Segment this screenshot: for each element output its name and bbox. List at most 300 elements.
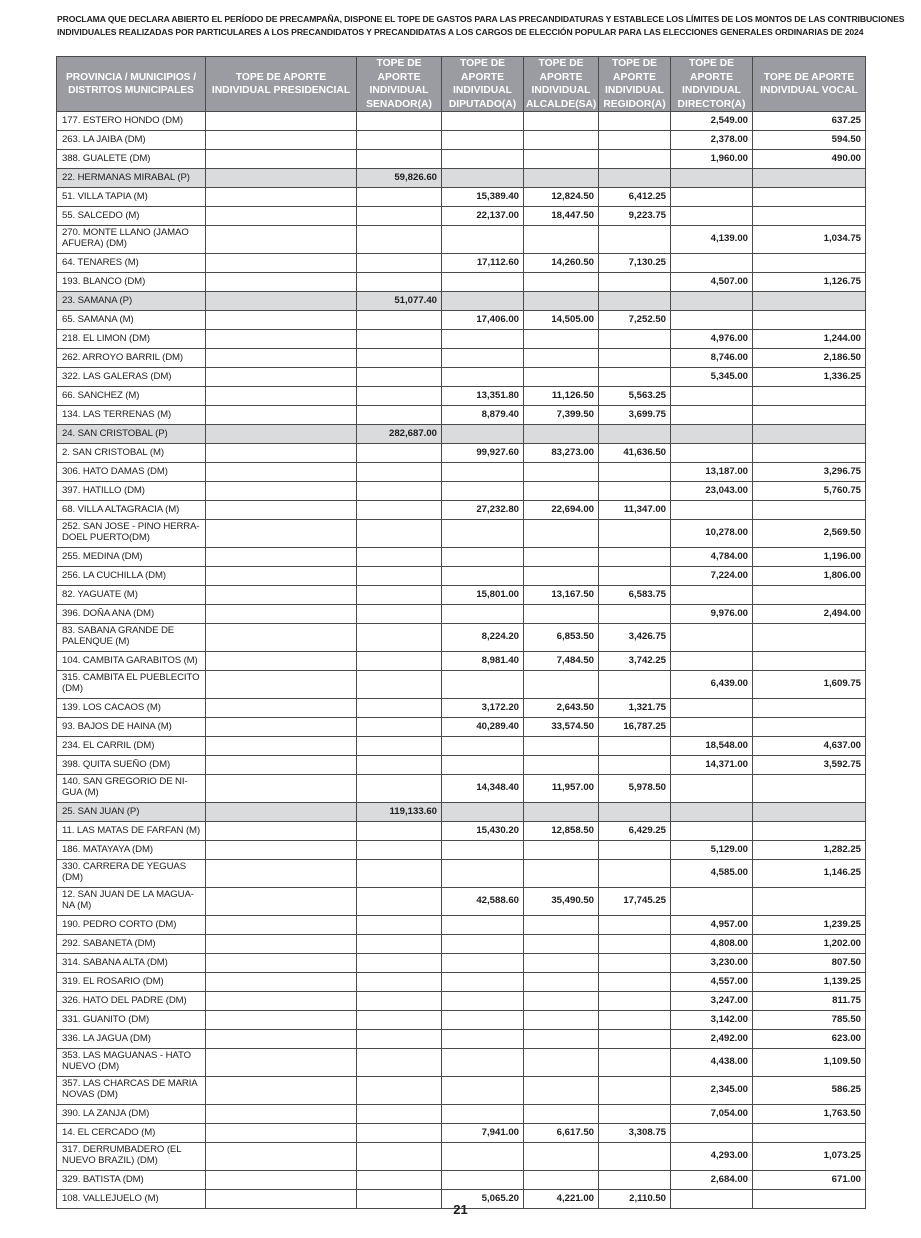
- table-row: [57, 860, 866, 888]
- row-name-cell: 397. HATILLO (DM): [57, 482, 206, 501]
- table-row: [57, 254, 866, 273]
- row-name-cell: 390. LA ZANJA (DM): [57, 1105, 206, 1124]
- table-row: [57, 888, 866, 916]
- value-cell: [671, 775, 753, 803]
- row-name-cell: 66. SANCHEZ (M): [57, 387, 206, 406]
- value-cell: [206, 586, 357, 605]
- value-cell: 6,429.25: [599, 822, 671, 841]
- value-cell: 1,239.25: [753, 916, 866, 935]
- value-cell: [206, 699, 357, 718]
- value-cell: [671, 254, 753, 273]
- value-cell: [599, 112, 671, 131]
- value-cell: 2,494.00: [753, 605, 866, 624]
- document-title-line-2: INDIVIDUALES REALIZADAS POR PARTICULARES A LOS PRECANDIDATOS Y PRECANDIDATAS A LOS CARGOS DE ELECCIÓN POPULAR PARA LAS ELECCIONES GENERALES ORDINARIAS DE 2024: [57, 27, 864, 37]
- row-name-cell: 322. LAS GALERAS (DM): [57, 368, 206, 387]
- value-cell: 4,293.00: [671, 1143, 753, 1171]
- value-cell: 6,439.00: [671, 671, 753, 699]
- value-cell: 5,760.75: [753, 482, 866, 501]
- value-cell: [357, 567, 442, 586]
- value-cell: [206, 775, 357, 803]
- value-cell: [753, 387, 866, 406]
- value-cell: 1,806.00: [753, 567, 866, 586]
- value-cell: [206, 444, 357, 463]
- table-row: [57, 1049, 866, 1077]
- row-name-cell: 263. LA JAIBA (DM): [57, 131, 206, 150]
- value-cell: [753, 888, 866, 916]
- value-cell: 13,187.00: [671, 463, 753, 482]
- table-row: [57, 406, 866, 425]
- value-cell: [206, 860, 357, 888]
- value-cell: [599, 425, 671, 444]
- table-row: [57, 548, 866, 567]
- table-row: [57, 330, 866, 349]
- value-cell: 33,574.50: [524, 718, 599, 737]
- row-name-cell: 83. SABANA GRANDE DE PALENQUE (M): [57, 624, 206, 652]
- value-cell: [442, 1077, 524, 1105]
- value-cell: 51,077.40: [357, 292, 442, 311]
- value-cell: [206, 273, 357, 292]
- value-cell: 4,139.00: [671, 226, 753, 254]
- value-cell: [753, 1124, 866, 1143]
- table-row: [57, 973, 866, 992]
- value-cell: [206, 463, 357, 482]
- value-cell: [206, 992, 357, 1011]
- value-cell: [442, 292, 524, 311]
- value-cell: [206, 756, 357, 775]
- value-cell: 4,507.00: [671, 273, 753, 292]
- value-cell: [357, 406, 442, 425]
- value-cell: [671, 652, 753, 671]
- table-row: [57, 624, 866, 652]
- value-cell: 282,687.00: [357, 425, 442, 444]
- row-name-cell: 25. SAN JUAN (P): [57, 803, 206, 822]
- value-cell: 7,941.00: [442, 1124, 524, 1143]
- value-cell: [599, 756, 671, 775]
- value-cell: 807.50: [753, 954, 866, 973]
- value-cell: [671, 311, 753, 330]
- value-cell: [357, 1077, 442, 1105]
- value-cell: [206, 916, 357, 935]
- value-cell: [753, 311, 866, 330]
- value-cell: [524, 935, 599, 954]
- value-cell: [753, 406, 866, 425]
- table-row: [57, 1124, 866, 1143]
- value-cell: 3,142.00: [671, 1011, 753, 1030]
- value-cell: [524, 860, 599, 888]
- value-cell: 5,978.50: [599, 775, 671, 803]
- value-cell: [206, 150, 357, 169]
- province-row: [57, 169, 866, 188]
- value-cell: 27,232.80: [442, 501, 524, 520]
- value-cell: [599, 671, 671, 699]
- value-cell: [599, 482, 671, 501]
- row-name-cell: 353. LAS MAGUANAS - HATO NUEVO (DM): [57, 1049, 206, 1077]
- value-cell: 16,787.25: [599, 718, 671, 737]
- column-header: TOPE DE APORTE INDIVIDUAL DIPUTADO(A): [442, 57, 524, 112]
- table-row: [57, 718, 866, 737]
- value-cell: [524, 992, 599, 1011]
- table-row: [57, 131, 866, 150]
- value-cell: [524, 169, 599, 188]
- value-cell: [206, 1049, 357, 1077]
- value-cell: [442, 1011, 524, 1030]
- value-cell: 4,808.00: [671, 935, 753, 954]
- value-cell: [442, 1143, 524, 1171]
- row-name-cell: 319. EL ROSARIO (DM): [57, 973, 206, 992]
- value-cell: [442, 112, 524, 131]
- value-cell: 14,260.50: [524, 254, 599, 273]
- value-cell: [206, 567, 357, 586]
- value-cell: 1,109.50: [753, 1049, 866, 1077]
- value-cell: 41,636.50: [599, 444, 671, 463]
- value-cell: [357, 226, 442, 254]
- row-name-cell: 64. TENARES (M): [57, 254, 206, 273]
- province-row: [57, 803, 866, 822]
- row-name-cell: 14. EL CERCADO (M): [57, 1124, 206, 1143]
- value-cell: 59,826.60: [357, 169, 442, 188]
- value-cell: 785.50: [753, 1011, 866, 1030]
- value-cell: 1,282.25: [753, 841, 866, 860]
- value-cell: [671, 169, 753, 188]
- value-cell: 5,129.00: [671, 841, 753, 860]
- value-cell: [442, 935, 524, 954]
- value-cell: [206, 822, 357, 841]
- value-cell: 2,549.00: [671, 112, 753, 131]
- value-cell: [357, 1105, 442, 1124]
- value-cell: [357, 737, 442, 756]
- value-cell: 15,801.00: [442, 586, 524, 605]
- table-row: [57, 112, 866, 131]
- table-row: [57, 1077, 866, 1105]
- row-name-cell: 23. SAMANA (P): [57, 292, 206, 311]
- value-cell: [206, 425, 357, 444]
- value-cell: [599, 1049, 671, 1077]
- value-cell: [206, 387, 357, 406]
- value-cell: 7,399.50: [524, 406, 599, 425]
- value-cell: [357, 1030, 442, 1049]
- row-name-cell: 270. MONTE LLANO (JAMAO AFUERA) (DM): [57, 226, 206, 254]
- table-row: [57, 463, 866, 482]
- value-cell: 4,557.00: [671, 973, 753, 992]
- value-cell: [671, 425, 753, 444]
- value-cell: [357, 349, 442, 368]
- value-cell: 8,879.40: [442, 406, 524, 425]
- value-cell: [442, 671, 524, 699]
- value-cell: [524, 112, 599, 131]
- value-cell: [206, 1124, 357, 1143]
- table-row: [57, 444, 866, 463]
- value-cell: [206, 169, 357, 188]
- value-cell: 14,505.00: [524, 311, 599, 330]
- value-cell: 1,321.75: [599, 699, 671, 718]
- table-row: [57, 387, 866, 406]
- value-cell: 2,643.50: [524, 699, 599, 718]
- value-cell: 4,784.00: [671, 548, 753, 567]
- value-cell: [357, 718, 442, 737]
- value-cell: [671, 822, 753, 841]
- row-name-cell: 262. ARROYO BARRIL (DM): [57, 349, 206, 368]
- value-cell: [206, 671, 357, 699]
- value-cell: [206, 1171, 357, 1190]
- value-cell: [357, 482, 442, 501]
- value-cell: [357, 775, 442, 803]
- value-cell: [442, 973, 524, 992]
- value-cell: [753, 169, 866, 188]
- document-title-line-1: PROCLAMA QUE DECLARA ABIERTO EL PERÍODO DE PRECAMPAÑA, DISPONE EL TOPE DE GASTOS PARA LAS PRECANDIDATURAS Y ESTABLECE LOS LÍMITES DE LOS MONTOS DE LAS CONTRIBUCIONES: [57, 14, 905, 24]
- value-cell: 40,289.40: [442, 718, 524, 737]
- column-header: TOPE DE APORTE INDIVIDUAL PRESIDENCIAL: [206, 57, 357, 112]
- value-cell: [206, 368, 357, 387]
- row-name-cell: 51. VILLA TAPIA (M): [57, 188, 206, 207]
- value-cell: 1,126.75: [753, 273, 866, 292]
- value-cell: [206, 954, 357, 973]
- row-name-cell: 388. GUALETE (DM): [57, 150, 206, 169]
- value-cell: [357, 860, 442, 888]
- value-cell: [442, 860, 524, 888]
- value-cell: [599, 349, 671, 368]
- value-cell: 7,252.50: [599, 311, 671, 330]
- table-row: [57, 775, 866, 803]
- row-name-cell: 357. LAS CHARCAS DE MARIA NOVAS (DM): [57, 1077, 206, 1105]
- value-cell: [442, 482, 524, 501]
- value-cell: [442, 548, 524, 567]
- value-cell: [206, 226, 357, 254]
- value-cell: [753, 803, 866, 822]
- table-row: [57, 1011, 866, 1030]
- value-cell: [753, 652, 866, 671]
- value-cell: [442, 803, 524, 822]
- table-row: [57, 992, 866, 1011]
- value-cell: [524, 1105, 599, 1124]
- value-cell: [357, 605, 442, 624]
- value-cell: 5,345.00: [671, 368, 753, 387]
- value-cell: [357, 501, 442, 520]
- value-cell: [671, 207, 753, 226]
- value-cell: 5,563.25: [599, 387, 671, 406]
- value-cell: 1,034.75: [753, 226, 866, 254]
- value-cell: 4,221.00: [524, 1190, 599, 1209]
- value-cell: [357, 548, 442, 567]
- table-row: [57, 1030, 866, 1049]
- value-cell: [599, 292, 671, 311]
- value-cell: 15,389.40: [442, 188, 524, 207]
- value-cell: [357, 888, 442, 916]
- value-cell: [671, 888, 753, 916]
- value-cell: [442, 841, 524, 860]
- row-name-cell: 12. SAN JUAN DE LA MAGUA-NA (M): [57, 888, 206, 916]
- value-cell: 7,054.00: [671, 1105, 753, 1124]
- value-cell: [442, 520, 524, 548]
- value-cell: [357, 273, 442, 292]
- value-cell: 6,617.50: [524, 1124, 599, 1143]
- row-name-cell: 314. SABANA ALTA (DM): [57, 954, 206, 973]
- value-cell: 3,699.75: [599, 406, 671, 425]
- table-row: [57, 954, 866, 973]
- value-cell: [206, 624, 357, 652]
- value-cell: [753, 292, 866, 311]
- value-cell: 14,371.00: [671, 756, 753, 775]
- value-cell: 13,167.50: [524, 586, 599, 605]
- value-cell: [599, 169, 671, 188]
- value-cell: 9,976.00: [671, 605, 753, 624]
- value-cell: 42,588.60: [442, 888, 524, 916]
- value-cell: 9,223.75: [599, 207, 671, 226]
- value-cell: [357, 1049, 442, 1077]
- table-row: [57, 520, 866, 548]
- value-cell: [753, 254, 866, 273]
- row-name-cell: 177. ESTERO HONDO (DM): [57, 112, 206, 131]
- value-cell: [442, 756, 524, 775]
- value-cell: [206, 652, 357, 671]
- value-cell: [357, 822, 442, 841]
- row-name-cell: 186. MATAYAYA (DM): [57, 841, 206, 860]
- value-cell: [357, 624, 442, 652]
- value-cell: 8,746.00: [671, 349, 753, 368]
- value-cell: [206, 520, 357, 548]
- value-cell: 15,430.20: [442, 822, 524, 841]
- value-cell: 2,110.50: [599, 1190, 671, 1209]
- value-cell: 1,609.75: [753, 671, 866, 699]
- value-cell: [524, 330, 599, 349]
- value-cell: [599, 1143, 671, 1171]
- value-cell: [599, 463, 671, 482]
- row-name-cell: 68. VILLA ALTAGRACIA (M): [57, 501, 206, 520]
- row-name-cell: 93. BAJOS DE HAINA (M): [57, 718, 206, 737]
- value-cell: [524, 973, 599, 992]
- value-cell: 1,336.25: [753, 368, 866, 387]
- value-cell: [671, 624, 753, 652]
- value-cell: [599, 330, 671, 349]
- value-cell: 11,126.50: [524, 387, 599, 406]
- value-cell: [442, 425, 524, 444]
- value-cell: [357, 1011, 442, 1030]
- row-name-cell: 104. CAMBITA GARABITOS (M): [57, 652, 206, 671]
- value-cell: 3,742.25: [599, 652, 671, 671]
- row-name-cell: 82. YAGUATE (M): [57, 586, 206, 605]
- value-cell: [357, 444, 442, 463]
- row-name-cell: 317. DERRUMBADERO (EL NUEVO BRAZIL) (DM): [57, 1143, 206, 1171]
- value-cell: [206, 112, 357, 131]
- value-cell: [442, 954, 524, 973]
- table-row: [57, 916, 866, 935]
- value-cell: [524, 150, 599, 169]
- row-name-cell: 24. SAN CRISTOBAL (P): [57, 425, 206, 444]
- row-name-cell: 193. BLANCO (DM): [57, 273, 206, 292]
- row-name-cell: 398. QUITA SUEÑO (DM): [57, 756, 206, 775]
- value-cell: [206, 501, 357, 520]
- value-cell: [599, 1011, 671, 1030]
- table-row: [57, 652, 866, 671]
- table-row: [57, 605, 866, 624]
- value-cell: [442, 1030, 524, 1049]
- value-cell: [524, 916, 599, 935]
- value-cell: 17,112.60: [442, 254, 524, 273]
- value-cell: [599, 150, 671, 169]
- page-number: 21: [453, 1202, 468, 1217]
- row-name-cell: 108. VALLEJUELO (M): [57, 1190, 206, 1209]
- value-cell: [442, 169, 524, 188]
- value-cell: [442, 368, 524, 387]
- value-cell: 3,296.75: [753, 463, 866, 482]
- value-cell: [524, 482, 599, 501]
- value-cell: 12,858.50: [524, 822, 599, 841]
- table-row: [57, 1171, 866, 1190]
- value-cell: [524, 1011, 599, 1030]
- value-cell: 4,957.00: [671, 916, 753, 935]
- value-cell: [206, 1011, 357, 1030]
- table-row: [57, 501, 866, 520]
- table-row: [57, 756, 866, 775]
- value-cell: [753, 775, 866, 803]
- value-cell: [357, 311, 442, 330]
- contribution-limits-table: [56, 56, 866, 1209]
- value-cell: [357, 254, 442, 273]
- value-cell: [206, 803, 357, 822]
- value-cell: [357, 131, 442, 150]
- value-cell: [357, 954, 442, 973]
- value-cell: [524, 273, 599, 292]
- table-row: [57, 207, 866, 226]
- value-cell: [357, 463, 442, 482]
- value-cell: [357, 188, 442, 207]
- value-cell: 2,345.00: [671, 1077, 753, 1105]
- column-header: TOPE DE APORTE INDIVIDUAL REGIDOR(A): [599, 57, 671, 112]
- value-cell: [524, 226, 599, 254]
- value-cell: [206, 841, 357, 860]
- value-cell: [524, 756, 599, 775]
- value-cell: [357, 671, 442, 699]
- value-cell: [206, 330, 357, 349]
- value-cell: [357, 1124, 442, 1143]
- province-row: [57, 292, 866, 311]
- row-name-cell: 330. CARRERA DE YEGUAS (DM): [57, 860, 206, 888]
- value-cell: 3,308.75: [599, 1124, 671, 1143]
- value-cell: 811.75: [753, 992, 866, 1011]
- value-cell: 3,247.00: [671, 992, 753, 1011]
- value-cell: [753, 188, 866, 207]
- table-row: [57, 273, 866, 292]
- value-cell: [524, 841, 599, 860]
- value-cell: [599, 131, 671, 150]
- value-cell: [206, 888, 357, 916]
- value-cell: 13,351.80: [442, 387, 524, 406]
- value-cell: [442, 463, 524, 482]
- value-cell: [206, 188, 357, 207]
- value-cell: [357, 841, 442, 860]
- value-cell: 119,133.60: [357, 803, 442, 822]
- value-cell: [442, 150, 524, 169]
- value-cell: [357, 586, 442, 605]
- table-row: [57, 567, 866, 586]
- value-cell: [206, 935, 357, 954]
- value-cell: 6,583.75: [599, 586, 671, 605]
- value-cell: [524, 803, 599, 822]
- value-cell: [442, 1171, 524, 1190]
- value-cell: [206, 973, 357, 992]
- value-cell: [357, 150, 442, 169]
- value-cell: [599, 737, 671, 756]
- value-cell: [206, 406, 357, 425]
- value-cell: 2,186.50: [753, 349, 866, 368]
- value-cell: 35,490.50: [524, 888, 599, 916]
- value-cell: [753, 586, 866, 605]
- value-cell: [753, 425, 866, 444]
- value-cell: [206, 718, 357, 737]
- value-cell: 7,130.25: [599, 254, 671, 273]
- value-cell: [442, 992, 524, 1011]
- value-cell: [357, 935, 442, 954]
- value-cell: [671, 1124, 753, 1143]
